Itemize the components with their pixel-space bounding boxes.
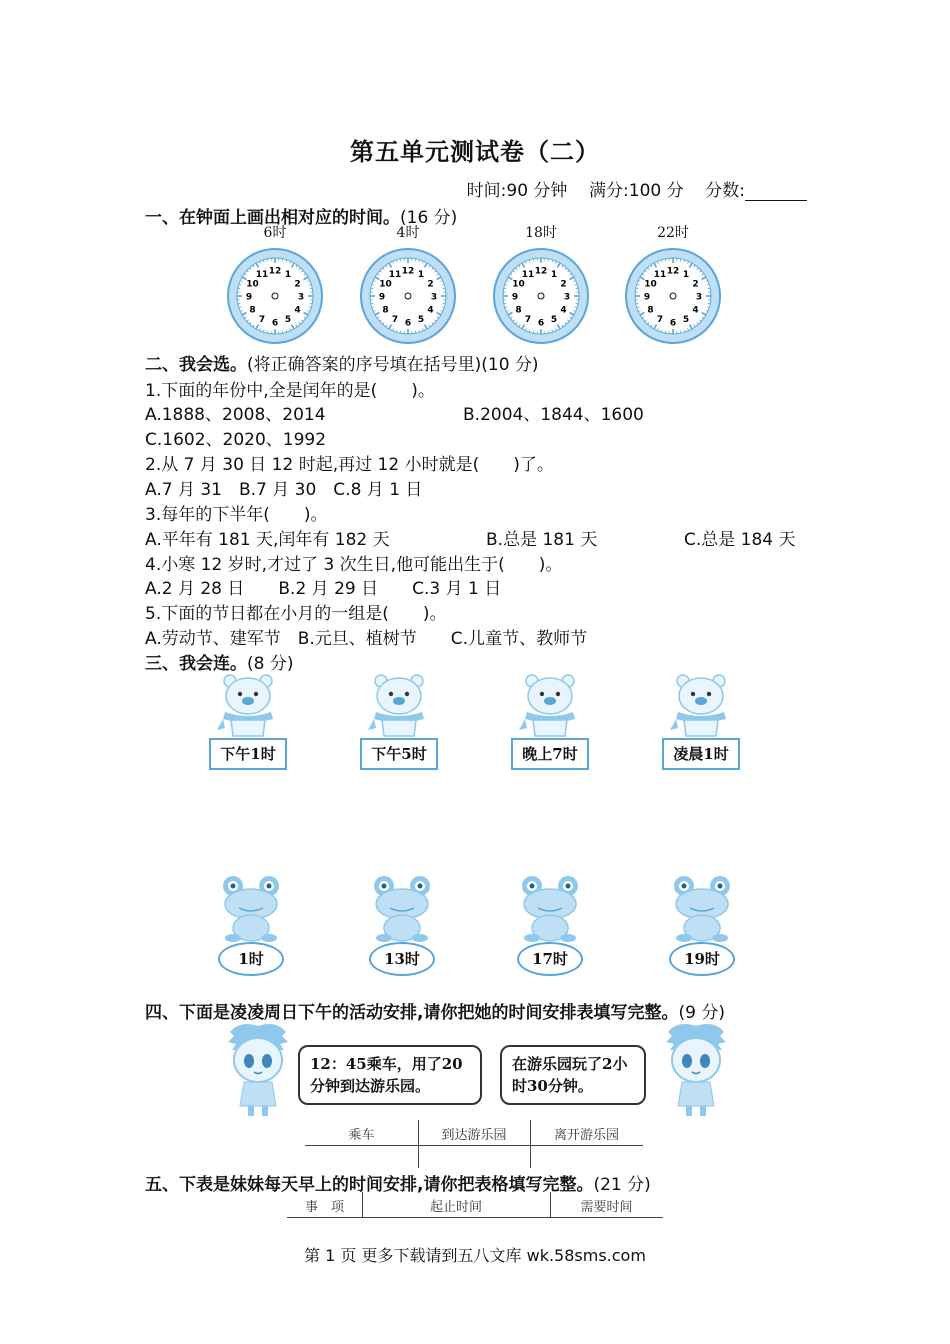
exam-time: 时间:90 分钟 [466,181,568,201]
clock-number: 8 [647,305,654,316]
clock-tick [533,259,534,261]
clock-number: 4 [294,305,301,316]
q5-options: A.劳动节、建军节 B.元旦、植树节 C.儿童节、教师节 [145,629,588,649]
q3-option-a: A.平年有 181 天,闰年有 182 天 [145,530,390,550]
bear-illustration [666,672,736,738]
speech-bubble-left: 12：45乘车，用了20分钟到达游乐园。 [298,1045,482,1105]
table-header-cell: 乘车 [348,1128,375,1143]
time-label-box[interactable]: 凌晨1时 [662,738,740,770]
clock-number: 7 [258,315,266,326]
speech-bubble-right: 在游乐园玩了2小时30分钟。 [500,1045,646,1105]
q3-option-c: C.总是 184 天 [684,530,796,550]
time-label-box[interactable]: 下午5时 [360,738,438,770]
clock-tick [636,303,638,304]
clock-tick [282,331,283,333]
clock-tick [665,259,666,261]
clock-number: 3 [297,292,305,303]
clock-number: 10 [379,279,392,290]
clock-number: 11 [255,269,269,280]
clock-label: 22时 [657,225,689,241]
girl-right-illustration [656,1020,736,1120]
clock-number: 7 [524,315,532,326]
clock-number: 9 [511,292,519,303]
clock-number: 12 [534,266,548,277]
section-1-title: 一、在钟面上画出相对应的时间。 [145,208,400,228]
clock-number: 3 [695,292,703,303]
frog-illustration [219,874,283,944]
page-footer: 第 1 页 更多下载请到五八文库 wk.58sms.com [304,1246,646,1265]
q3-text: 3.每年的下半年( )。 [145,505,328,525]
clock-number: 3 [430,292,438,303]
clock-tick [267,331,268,333]
clock-number: 6 [669,318,677,329]
clock-tick [282,259,283,261]
q4-options: A.2 月 28 日 B.2 月 29 日 C.3 月 1 日 [145,579,502,599]
exam-score-label: 分数: [705,181,745,201]
clock-number: 1 [550,269,558,280]
clock-number: 4 [692,305,699,316]
clock-number: 9 [643,292,651,303]
q1-option-a: A.1888、2008、2014 [145,405,326,425]
clock-number: 10 [512,279,525,290]
table-divider [287,1217,663,1218]
bear-illustration [515,672,585,738]
clock-tick [371,303,373,304]
clock-tick [708,288,710,289]
clock-tick [238,288,240,289]
page-title: 第五单元测试卷（二） [350,137,600,166]
time-label-box[interactable]: 晚上7时 [511,738,589,770]
section-4-title: 四、下面是凌凌周日下午的活动安排,请你把她的时间安排表填写完整。 [145,1003,679,1023]
clock-number: 12 [268,266,282,277]
table-header-cell: 起止时间 [429,1200,482,1215]
clock-tick [443,303,445,304]
exam-full-score: 满分:100 分 [589,181,684,201]
clock-tick [504,288,506,289]
clock-tick [548,331,549,333]
clock-tick [238,303,240,304]
clock-tick [371,288,373,289]
table-header-cell: 离开游乐园 [553,1128,619,1143]
clock-number: 10 [246,279,259,290]
clock-center [405,293,411,299]
clock-center [538,293,544,299]
clock-number: 1 [682,269,690,280]
clock-tick [708,303,710,304]
frog-illustration [518,874,582,944]
clock-tick [636,288,638,289]
clock-number: 7 [656,315,664,326]
clock-number: 2 [560,279,567,290]
clock-number: 9 [378,292,386,303]
q2-options: A.7 月 31 B.7 月 30 C.8 月 1 日 [145,480,423,500]
section-3-points: (8 分) [247,654,294,674]
clock-face[interactable] [225,246,325,346]
score-blank[interactable] [745,182,807,201]
clock-number: 7 [391,315,399,326]
activity-table [305,1120,643,1170]
clock-tick [504,303,506,304]
clock-tick [665,331,666,333]
clock-center [272,293,278,299]
clock-number: 8 [249,305,256,316]
clock-face[interactable] [623,246,723,346]
section-3-title: 三、我会连。 [145,654,247,674]
frog-illustration [370,874,434,944]
clock-number: 1 [284,269,292,280]
clock-number: 9 [245,292,253,303]
clock-number: 4 [560,305,567,316]
girl-left-illustration [218,1020,298,1120]
section-2-title: 二、我会选。 [145,355,247,375]
clock-number: 8 [515,305,522,316]
section-2-heading [145,350,539,375]
clock-label: 18时 [525,225,557,241]
table-divider [305,1145,643,1146]
time-label-box[interactable]: 下午1时 [209,738,287,770]
clock-number: 8 [382,305,389,316]
clock-number: 12 [666,266,680,277]
clock-number: 6 [271,318,279,329]
bear-illustration [213,672,283,738]
q5-text: 5.下面的节日都在小月的一组是( )。 [145,604,447,624]
clock-number: 10 [644,279,657,290]
time-label-oval[interactable]: 19时 [669,942,735,976]
clock-number: 11 [388,269,402,280]
clock-number: 2 [427,279,434,290]
clock-number: 2 [294,279,301,290]
clock-number: 5 [682,315,690,326]
q4-text: 4.小寒 12 岁时,才过了 3 次生日,他可能出生于( )。 [145,555,563,575]
clock-tick [680,331,681,333]
clock-number: 5 [284,315,292,326]
section-4-points: (9 分) [678,1003,725,1023]
clock-number: 11 [521,269,535,280]
clock-number: 4 [427,305,434,316]
section-1-points: (16 分) [400,208,458,228]
section-5-title: 五、下表是妹妹每天早上的时间安排,请你把表格填写完整。 [145,1175,594,1195]
table-header-cell: 到达游乐园 [441,1128,507,1143]
q2-text: 2.从 7 月 30 日 12 时起,再过 12 小时就是( )了。 [145,455,554,475]
clock-number: 3 [563,292,571,303]
clock-number: 5 [417,315,425,326]
clock-tick [400,331,401,333]
clock-tick [548,259,549,261]
clock-number: 6 [404,318,412,329]
clock-face[interactable] [491,246,591,346]
clock-number: 2 [692,279,699,290]
clock-tick [415,331,416,333]
bear-illustration [364,672,434,738]
clock-number: 6 [537,318,545,329]
morning-table [287,1192,663,1222]
q1-option-b: B.2004、1844、1600 [463,405,644,425]
section-3-heading [145,649,293,674]
clock-number: 1 [417,269,425,280]
clock-number: 11 [653,269,667,280]
clock-number: 5 [550,315,558,326]
clock-label: 6时 [263,225,287,241]
clock-tick [680,259,681,261]
clock-tick [576,288,578,289]
exam-meta [467,176,807,201]
clock-number: 12 [401,266,415,277]
clock-tick [533,331,534,333]
clock-tick [310,303,312,304]
clock-center [670,293,676,299]
q3-option-b: B.总是 181 天 [486,530,598,550]
table-header-cell: 需要时间 [580,1200,633,1215]
section-2-note: (将正确答案的序号填在括号里)(10 分) [247,355,539,375]
clock-tick [400,259,401,261]
time-label-oval[interactable]: 17时 [517,942,583,976]
q1-option-c: C.1602、2020、1992 [145,430,327,450]
clock-tick [267,259,268,261]
clock-tick [443,288,445,289]
clock-label: 4时 [396,225,420,241]
table-header-cell: 事 项 [304,1200,344,1215]
section-5-points: (21 分) [593,1175,651,1195]
clock-tick [576,303,578,304]
clock-tick [415,259,416,261]
frog-illustration [670,874,734,944]
clock-tick [310,288,312,289]
time-label-oval[interactable]: 1时 [218,942,284,976]
q1-text: 1.下面的年份中,全是闰年的是( )。 [145,381,435,401]
clock-face[interactable] [358,246,458,346]
time-label-oval[interactable]: 13时 [369,942,435,976]
